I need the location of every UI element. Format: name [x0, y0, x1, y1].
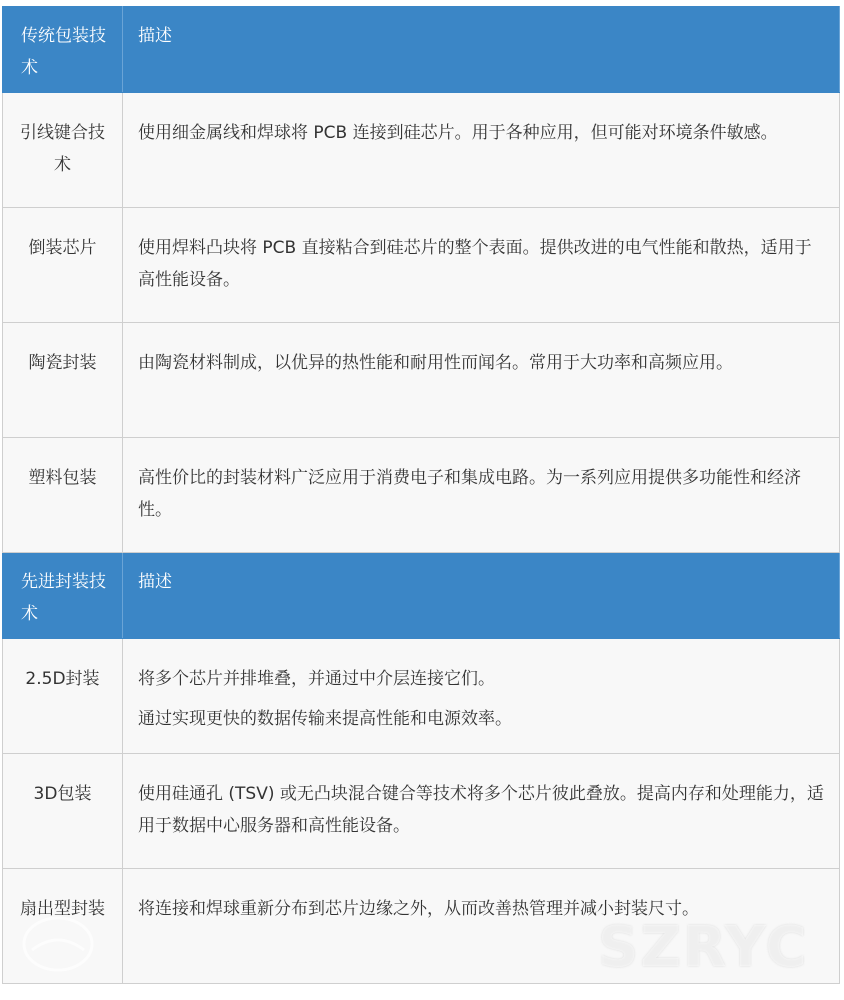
table-row — [3, 93, 840, 208]
row-name: 引线键合技术 — [3, 93, 123, 208]
header-col1: 先进封装技术 — [3, 553, 123, 639]
row-name: 扇出型封装 — [3, 869, 123, 984]
watermark-text: SZRYC — [598, 915, 809, 980]
row-name: 2.5D封装 — [3, 639, 123, 754]
row-desc: 使用细金属线和焊球将 PCB 连接到硅芯片。用于各种应用，但可能对环境条件敏感。 — [123, 93, 840, 208]
row-name: 3D包装 — [3, 754, 123, 869]
row-name: 陶瓷封装 — [3, 323, 123, 438]
table-header-advanced — [3, 553, 840, 639]
table-row — [3, 754, 840, 869]
table-row — [3, 438, 840, 553]
table-row — [3, 208, 840, 323]
table-row — [3, 639, 840, 754]
header-col2: 描述 — [123, 7, 840, 93]
header-col1: 传统包装技术 — [3, 7, 123, 93]
row-desc-second: 通过实现更快的数据传输来提高性能和电源效率。 — [138, 709, 512, 729]
row-desc: 由陶瓷材料制成，以优异的热性能和耐用性而闻名。常用于大功率和高频应用。 — [123, 323, 840, 438]
row-desc: 将多个芯片并排堆叠，并通过中介层连接它们。 — [138, 669, 495, 689]
row-name: 倒装芯片 — [3, 208, 123, 323]
table-header-traditional — [3, 7, 840, 93]
row-desc: 使用焊料凸块将 PCB 直接粘合到硅芯片的整个表面。提供改进的电气性能和散热，适用于高性能设备。 — [123, 208, 840, 323]
table-row — [3, 323, 840, 438]
row-desc: 使用硅通孔 (TSV) 或无凸块混合键合等技术将多个芯片彼此叠放。提高内存和处理能力，适用于数据中心服务器和高性能设备。 — [123, 754, 840, 869]
table-row — [3, 869, 840, 984]
row-desc: 高性价比的封装材料广泛应用于消费电子和集成电路。为一系列应用提供多功能性和经济性。 — [123, 438, 840, 553]
row-name: 塑料包装 — [3, 438, 123, 553]
header-col2: 描述 — [123, 553, 840, 639]
row-desc-cell — [123, 639, 840, 754]
packaging-table — [2, 6, 840, 984]
row-desc: 将连接和焊球重新分布到芯片边缘之外，从而改善热管理并减小封装尺寸。 — [123, 869, 840, 984]
